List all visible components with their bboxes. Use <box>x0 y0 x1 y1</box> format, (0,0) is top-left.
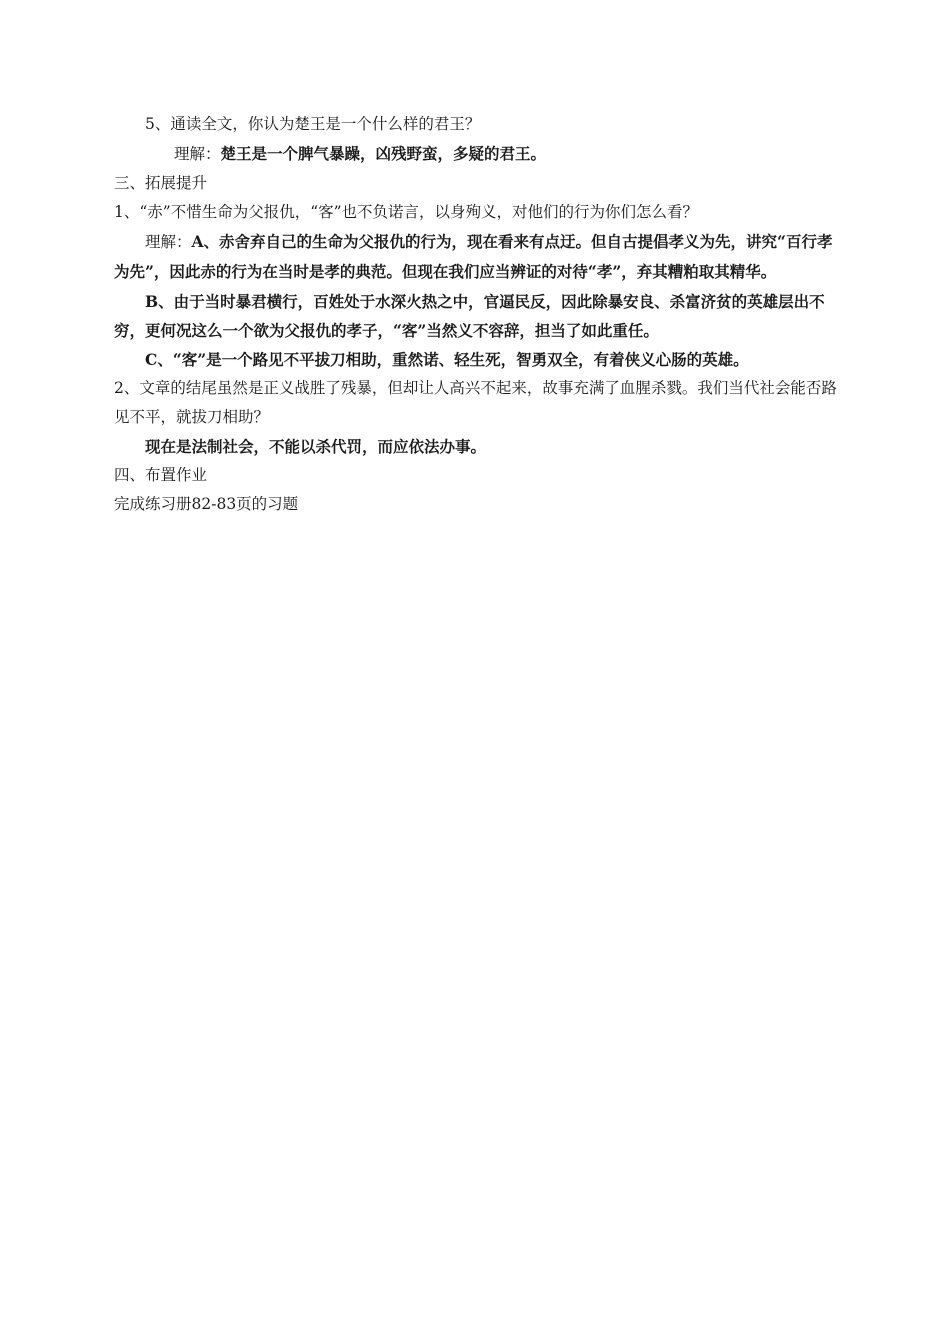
section-3-question-2: 2、文章的结尾虽然是正义战胜了残暴，但却让人高兴不起来，故事充满了血腥杀戮。我们当代社会能否路见不平，就拔刀相助？ <box>114 379 837 426</box>
section-4-task: 完成练习册82-83页的习题 <box>114 495 299 513</box>
answer-5-label: 理解： <box>174 145 221 163</box>
section-3-answer-1b: B、由于当时暴君横行，百姓处于水深火热之中，官逼民反，因此除暴安良、杀富济贫的英雄层出不穷，更何况这么一个欲为父报仇的孝子，“客”当然义不容辞，担当了如此重任。 <box>114 292 825 340</box>
section-3-answer-1c: C、“客”是一个路见不平拔刀相助，重然诺、轻生死，智勇双全，有着侠义心肠的英雄。 <box>145 350 749 369</box>
section-4-heading: 四、布置作业 <box>114 466 208 484</box>
section-3-question-1: 1、“赤”不惜生命为父报仇，“客”也不负诺言，以身殉义，对他们的行为你们怎么看？ <box>114 203 699 221</box>
section-3-answer-1a <box>114 227 838 287</box>
answer-5-text: 楚王是一个脾气暴躁，凶残野蛮，多疑的君王。 <box>220 144 547 163</box>
question-5-text: 5、通读全文，你认为楚王是一个什么样的君王？ <box>145 115 481 133</box>
section-3-answer-2: 现在是法制社会，不能以杀代罚，而应依法办事。 <box>145 437 487 456</box>
answer-5 <box>114 139 838 169</box>
answer-1-label: 理解： <box>145 233 192 251</box>
question-5 <box>114 110 838 139</box>
document-page <box>114 110 838 519</box>
answer-1a-text: A、赤舍弃自己的生命为父报仇的行为，现在看来有点迂。但自古提倡孝义为先，讲究“百行孝为先”，因此赤的行为在当时是孝的典范。但现在我们应当辨证的对待“孝”，弃其糟粕取其精华。 <box>114 232 833 281</box>
section-3-heading: 三、拓展提升 <box>114 174 208 192</box>
